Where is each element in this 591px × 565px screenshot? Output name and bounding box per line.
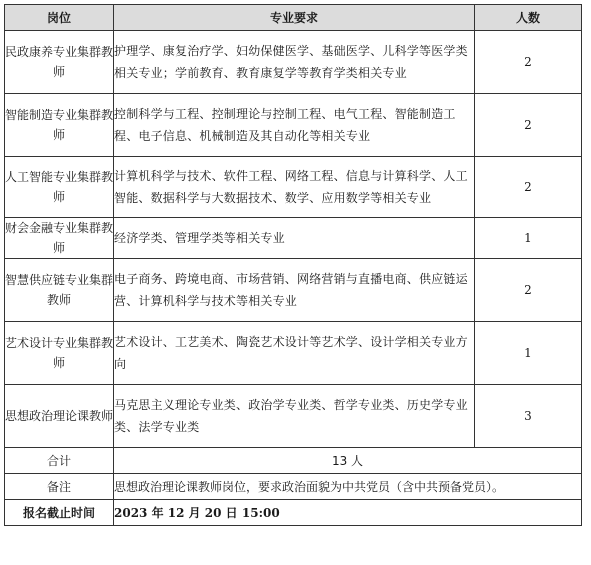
headcount: 2 (475, 157, 582, 218)
post-name: 艺术设计专业集群教师 (5, 322, 114, 385)
header-count: 人数 (475, 5, 582, 31)
post-name: 智慧供应链专业集群教师 (5, 259, 114, 322)
headcount: 3 (475, 385, 582, 448)
note-value: 思想政治理论课教师岗位，要求政治面貌为中共党员（含中共预备党员）。 (114, 474, 582, 500)
total-value: 13 人 (114, 448, 582, 474)
headcount: 2 (475, 259, 582, 322)
deadline-value: 2023 年 12 月 20 日 15:00 (114, 500, 582, 526)
total-row (5, 448, 582, 474)
table-row (5, 322, 582, 385)
deadline-row (5, 500, 582, 526)
headcount: 1 (475, 218, 582, 259)
requirement-text: 经济学类、管理学类等相关专业 (114, 218, 475, 259)
post-name: 财会金融专业集群教师 (5, 218, 114, 259)
table-row (5, 385, 582, 448)
table-row (5, 94, 582, 157)
requirement-text: 计算机科学与技术、软件工程、网络工程、信息与计算科学、人工智能、数据科学与大数据技术、数学、应用数学等相关专业 (114, 157, 475, 218)
header-row (5, 5, 582, 31)
table-row (5, 157, 582, 218)
post-name: 民政康养专业集群教师 (5, 31, 114, 94)
requirement-text: 马克思主义理论专业类、政治学专业类、哲学专业类、历史学专业类、法学专业类 (114, 385, 475, 448)
header-requirement: 专业要求 (114, 5, 475, 31)
table-row (5, 218, 582, 259)
requirement-text: 护理学、康复治疗学、妇幼保健医学、基础医学、儿科学等医学类相关专业；学前教育、教育康复学等教育学类相关专业 (114, 31, 475, 94)
table-row (5, 259, 582, 322)
header-post: 岗位 (5, 5, 114, 31)
note-row (5, 474, 582, 500)
post-name: 智能制造专业集群教师 (5, 94, 114, 157)
total-label: 合计 (5, 448, 114, 474)
requirement-text: 电子商务、跨境电商、市场营销、网络营销与直播电商、供应链运营、计算机科学与技术等相关专业 (114, 259, 475, 322)
headcount: 2 (475, 31, 582, 94)
requirement-text: 艺术设计、工艺美术、陶瓷艺术设计等艺术学、设计学相关专业方向 (114, 322, 475, 385)
headcount: 1 (475, 322, 582, 385)
post-name: 思想政治理论课教师 (5, 385, 114, 448)
note-label: 备注 (5, 474, 114, 500)
headcount: 2 (475, 94, 582, 157)
deadline-label: 报名截止时间 (5, 500, 114, 526)
recruitment-table (4, 4, 582, 526)
requirement-text: 控制科学与工程、控制理论与控制工程、电气工程、智能制造工程、电子信息、机械制造及其自动化等相关专业 (114, 94, 475, 157)
table-row (5, 31, 582, 94)
post-name: 人工智能专业集群教师 (5, 157, 114, 218)
